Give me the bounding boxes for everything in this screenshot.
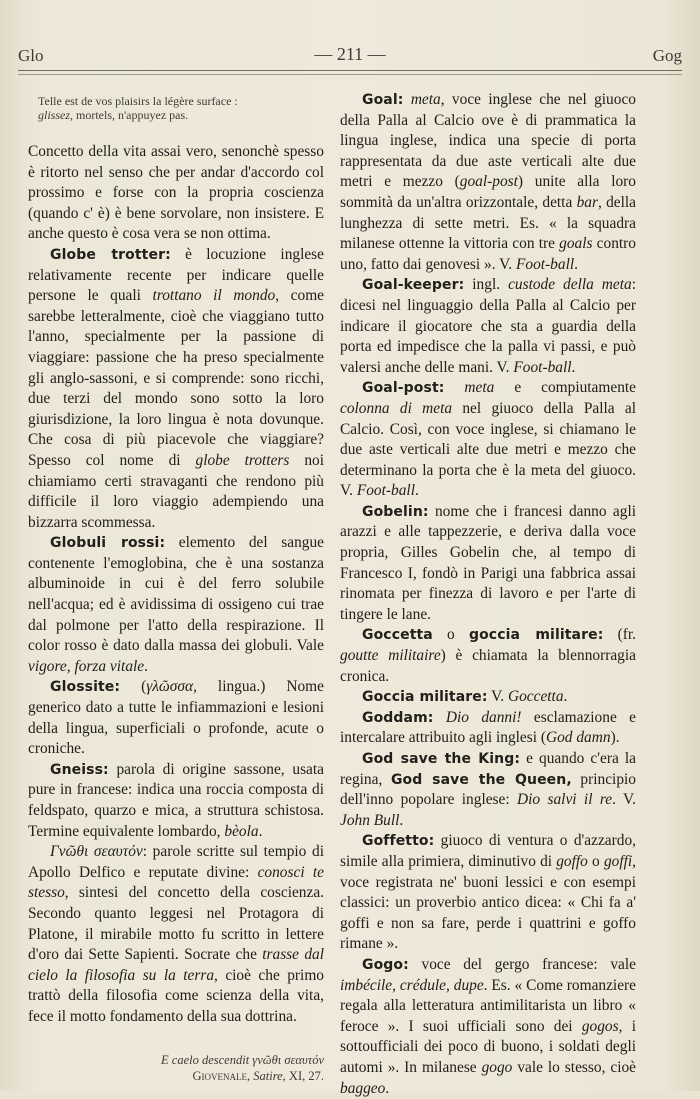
headword: Goal-keeper: — [362, 277, 465, 294]
entry-text: , lingua.) Nome generico dato a tutte le infiammazioni e lesioni della lingua, superficiali o profonde, acute o croniche. — [28, 678, 324, 758]
entry-text: . — [414, 482, 419, 500]
entry-text: ). — [610, 729, 620, 747]
entry-text: e quando c'era la regina, — [340, 750, 637, 788]
entry-italic: trasse dal cielo la filosofia su la terra — [28, 946, 324, 984]
entry-text: V. — [487, 688, 508, 706]
headword: Goccetta — [362, 627, 433, 644]
entry-italic: trottano il mondo — [152, 287, 276, 305]
entry-text: : dicesi nel linguaggio della Palla al Calcio per indicare il giocatore che sta a guardia della porta ed impedisce che la palla vi passi, e può valersi anche delle mani. V. — [340, 276, 636, 376]
entry-text: nome che i francesi danno agli arazzi e alle tappezzerie, e deriva dalla voce propria, Gilles Gobelin che, al tempo di Francesco I, fondò in Parigi una fabbrica assai rinomata per finezza di lavoro e per l'arte di tingere le lane. — [340, 502, 636, 623]
entry-goal-keeper — [340, 275, 636, 378]
entry-italic: meta — [410, 91, 441, 108]
entry-italic: bar — [576, 193, 598, 211]
entry-glossite — [28, 677, 324, 759]
entry-text: o — [432, 626, 469, 644]
headword: Goddam: — [362, 709, 434, 726]
entry-text: vale lo stesso, cioè — [512, 1058, 637, 1076]
right-column — [340, 90, 636, 1099]
entry-text: elemento del sangue contenente l'emoglobina, che è una sostanza albuminoide in cui è del ferro solubile nell'acqua; ed è avidissima di ossigeno cui trae dal polmone per l'atto della respirazione. Il color rosso è dato dalla massa dei globuli. Vale — [28, 534, 324, 655]
entry-italic: Foot-ball — [356, 482, 415, 500]
header-rule-thin — [18, 74, 682, 75]
entry-italic: God damn — [546, 729, 611, 747]
entry-text: ( — [120, 678, 147, 696]
entry-text: parola di origine sassone, usata pure in francese: indica una roccia composta di feldspato, quarzo e mica, a struttura schistosa. Termine equivalente lombardo, — [28, 760, 324, 840]
entry-italic: vigore, forza vitale — [28, 657, 145, 675]
entry-italic: Foot-ball — [513, 358, 572, 376]
entry-italic: conosci te stesso — [28, 863, 325, 902]
entry-gnothi-seauton — [28, 842, 324, 1027]
citation-work: Satire — [253, 1068, 283, 1083]
header-rule — [18, 70, 682, 71]
entry-gneiss — [28, 760, 324, 842]
quote-line-2: , mortels, n'appuyez pas. — [70, 108, 189, 122]
entry-text: . — [399, 811, 404, 829]
headword: Goffetto: — [362, 833, 435, 850]
entry-text: ingl. — [464, 276, 509, 294]
entry-italic: Goccetta — [507, 688, 564, 706]
entry-italic: custode della meta — [508, 276, 632, 294]
entry-italic: goals — [559, 235, 593, 253]
entry-text: , i sottoufficiali dei poco di buono, i soldati degli automi ». In milanese — [340, 1017, 636, 1076]
entry-goccetta — [340, 625, 636, 687]
headword: God save the King: — [362, 751, 521, 767]
entry-goffetto — [340, 831, 636, 955]
entry-text: o — [587, 852, 604, 870]
entry-text: nel giuoco della Palla al Calcio. Così, con voce inglese, si chiamano le due aste verticali alte due metri e mezzo che determinano la porta che è la meta del giuoco. V. — [340, 399, 636, 500]
citation-author: Giovenale — [192, 1068, 248, 1083]
entry-text: . — [574, 255, 578, 273]
entry-text: principio dell'inno popolare inglese: — [340, 770, 636, 809]
headword: Gneiss: — [50, 761, 109, 778]
entry-italic: Dio salvi il re — [517, 791, 613, 809]
headword-alt: God save the Queen, — [390, 771, 572, 788]
entry-text: esclamazione e intercalare attribuito agli inglesi ( — [340, 708, 636, 747]
entry-goal-post — [340, 378, 636, 502]
quote-line-1: Telle est de vos plaisirs la légère surface : — [38, 94, 238, 108]
entry-italic: globe trotters — [195, 451, 290, 469]
page-number: — 211 — — [314, 44, 386, 64]
entry-globe-trotter — [28, 245, 324, 533]
entry-italic: Foot-ball — [515, 255, 575, 273]
entry-text: , come sarebbe letteralmente, cioè che viaggiano tutto l'anno, specialmente per la passione di viaggiare: passione che ha preso specialmente gli anglo-sassoni, e si comprende: sono ricchi, due terzi del mondo sono sotto la loro giurisdizione, la loro lingua è nota dovunque. Che cosa di più piacevole che viaggiare? Spesso col nome di — [28, 287, 324, 469]
left-column — [28, 90, 324, 1084]
entry-italic: baggeo — [340, 1079, 386, 1097]
entry-goccia-militare — [340, 687, 636, 708]
entry-text: . Es. « Come romanziere regala alla letteratura antimilitarista un libro « feroce ». I suoi ufficiali sono dei — [340, 976, 636, 1035]
entry-italic: goffo — [556, 852, 588, 870]
entry-text: . — [563, 688, 568, 706]
entry-text: , voce registrata ne' buoni lessici e con esempi classici: un proverbio antico dicea: « Chi fa a' goffi e non sa fare, perde i quattrini e goffo rimane ». — [340, 852, 637, 953]
epigraph-quote — [38, 94, 324, 122]
intro-paragraph: Concetto della vita assai vero, senonchè spesso è ritorto nel senso che per andar d'accordo col prossimo e forse con la propria coscienza (quando c' è) è bene sorvolare, non insistere. E anche questo è cosa vera se non ottima. — [28, 143, 324, 243]
entry-text: (fr. — [603, 626, 636, 644]
entry-text: . — [258, 822, 263, 840]
citation-ref: , XI, 27. — [282, 1068, 324, 1083]
header-right-guideword: Gog — [652, 46, 682, 65]
quote-italic: glissez — [38, 108, 71, 122]
citation-line: E caelo descendit γνῶθι σεαυτόν — [161, 1052, 324, 1067]
entry-text: contro uno, fatto dai genovesi ». V. — [340, 235, 636, 273]
entry-text: , voce inglese che nel giuoco della Palla al Calcio ove è di prammatica la lingua inglese, indica una specie di porta rappresentata da due aste verticali alte due metri e mezzo ( — [340, 91, 636, 191]
headword: Globe trotter: — [50, 246, 171, 263]
entry-text: , sintesi del concetto della coscienza. Secondo quanto leggesi nel Protagora di Platone, il mirabile motto fu scritto in lettere d'oro dai Sette Sapienti. Socrate che — [28, 884, 324, 964]
headword-alt: goccia militare: — [468, 627, 604, 644]
headword: Goccia militare: — [362, 689, 488, 706]
entry-text: ) è chiamata la blennorragia cronica. — [340, 647, 636, 685]
entry-gogo — [340, 955, 636, 1099]
entry-goddam — [340, 708, 636, 749]
headword: Goal-post: — [362, 380, 445, 397]
entry-text: giuoco di ventura o d'azzardo, simile alla primiera, diminutivo di — [340, 832, 636, 870]
entry-text: ) unite alla loro sommità da un'altra orizzontale, detta — [340, 173, 636, 211]
headword: Gogo: — [362, 956, 409, 973]
entry-greek: γλῶσσα — [146, 678, 194, 696]
entry-text: . V. — [612, 791, 636, 809]
headword-greek: Γνῶθι σεαυτόν — [50, 843, 143, 861]
citation: E caelo descendit γνῶθι σεαυτόν Giovenale, Satire, XI, 27. — [161, 1052, 324, 1083]
headword: Globuli rossi: — [50, 535, 166, 552]
entry-text: e compiutamente — [494, 379, 636, 397]
entry-text: è locuzione inglese relativamente recente per indicare quelle persone le quali — [28, 245, 325, 305]
entry-globuli-rossi — [28, 533, 324, 677]
headword: Glossite: — [50, 679, 121, 696]
entry-italic: goal-post — [459, 173, 518, 191]
entry-goal — [340, 90, 636, 275]
entry-text: noi chiamiamo certi stravaganti che rendono più difficile il loro viaggio adempiendo una bizzarra scommessa. — [28, 451, 324, 531]
entry-text: : parole scritte sul tempio di Apollo Delfico e reputate divine: — [28, 843, 324, 881]
entry-text: . — [385, 1079, 390, 1097]
entry-god-save-the-king — [340, 749, 636, 831]
entry-gobelin — [340, 502, 636, 626]
entry-italic: goffi — [603, 852, 633, 870]
entry-text: , cioè che primo trattò della filosofia come scienza della vita, fece il motto fondamento della sua dottrina. — [28, 966, 324, 1025]
entry-italic: gogo — [481, 1058, 513, 1076]
entry-text: . — [144, 657, 148, 675]
entry-text: , della lunghezza di sette metri. Es. « la squadra milanese ottenne la vittoria con tre — [340, 193, 636, 253]
entry-italic: meta — [464, 379, 495, 397]
entry-text: voce del gergo francese: vale — [408, 955, 636, 973]
headword: Goal: — [362, 92, 404, 108]
entry-italic: John Bull — [340, 811, 400, 829]
entry-text: . — [571, 358, 576, 376]
entry-italic: bèola — [224, 822, 259, 840]
header-left-guideword: Glo — [18, 46, 44, 65]
entry-italic: colonna di meta — [340, 399, 453, 417]
running-header — [18, 40, 682, 70]
entry-italic: goutte militaire — [340, 647, 441, 665]
headword: Gobelin: — [362, 503, 429, 520]
entry-italic: imbécile, crédule, dupe — [340, 976, 484, 994]
entry-italic: Dio danni! — [445, 708, 522, 726]
entry-italic: gogos — [581, 1017, 619, 1035]
